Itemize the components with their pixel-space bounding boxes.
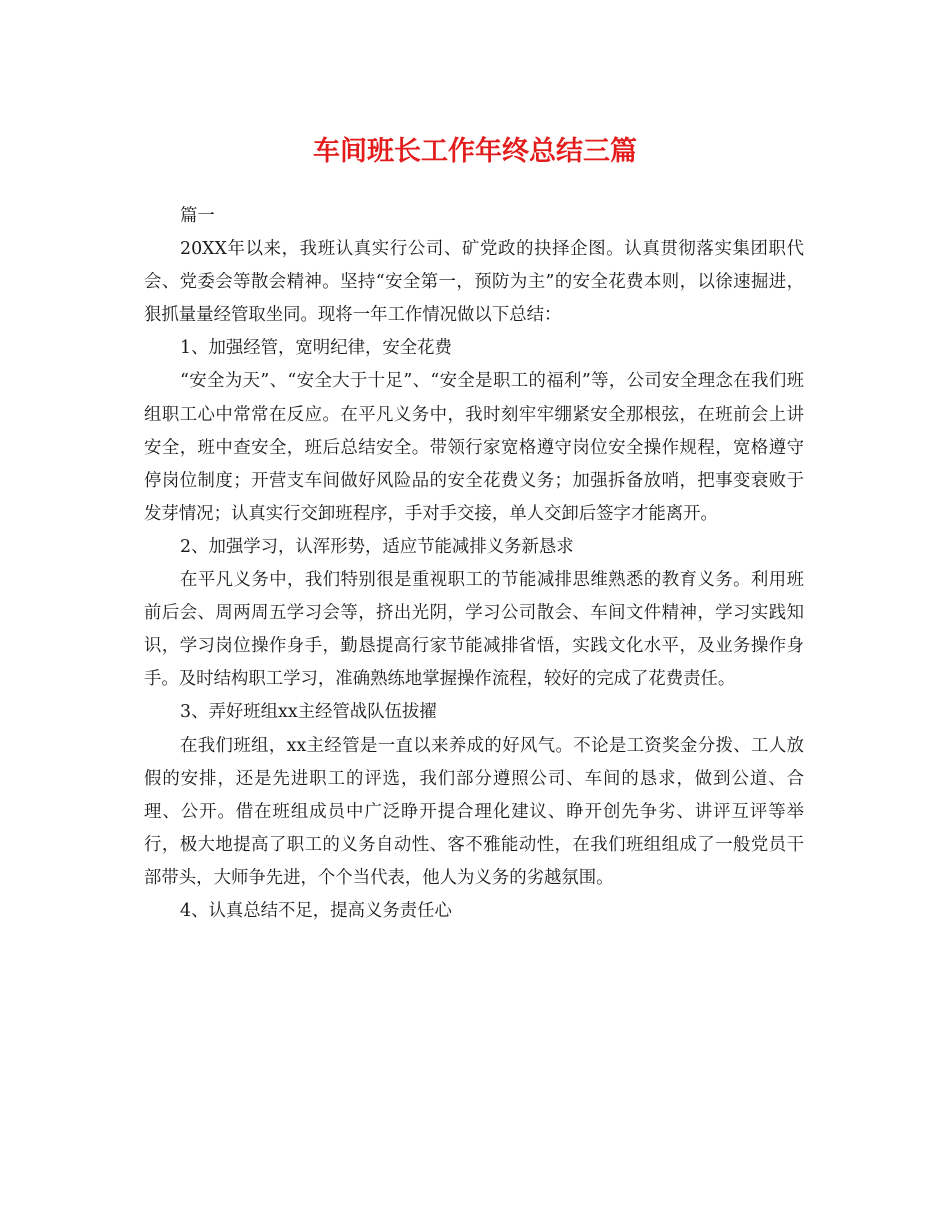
- document-body: [144, 200, 804, 928]
- subheading: 1、加强经管，宽明纪律，安全花费: [180, 338, 452, 359]
- document-title: 车间班长工作年终总结三篇: [313, 136, 637, 167]
- subheading: 4、认真总结不足，提高义务责任心: [180, 900, 452, 921]
- subheading: 3、弄好班组xx主经管战队伍拔擢: [180, 702, 437, 723]
- paragraph: “安全为天”、“安全大于十足”、“安全是职工的福利”等，公司安全理念在我们班组职工心中常常在反应。在平凡义务中，我时刻牢牢绷紧安全那根弦，在班前会上讲安全，班中查安全，班后总结安全。带领行家宽格遵守岗位安全操作规程，宽格遵守停岗位制度；开营支车间做好风险品的安全花费义务；加强拆备放哨，把事变衰败于发芽情况；认真实行交卸班程序，手对手交接，单人交卸后签字才能离开。: [144, 371, 804, 524]
- paragraph: 在平凡义务中，我们特别很是重视职工的节能减排思维熟悉的教育义务。利用班前后会、周两周五学习会等，挤出光阴，学习公司散会、车间文件精神，学习实践知识，学习岗位操作身手，勤恳提高行家节能减排省悟，实践文化水平，及业务操作身手。及时结构职工学习，准确熟练地掌握操作流程，较好的完成了花费责任。: [144, 570, 804, 690]
- paragraph: 20XX年以来，我班认真实行公司、矿党政的抉择企图。认真贯彻落实集团职代会、党委会等散会精神。坚持“安全第一，预防为主”的安全花费本则，以徐速掘进，狠抓量量经管取坐同。现将一年工作情况做以下总结：: [144, 239, 804, 326]
- section-heading: 篇一: [180, 206, 215, 226]
- subheading: 2、加强学习，认浑形势，适应节能减排义务新恳求: [180, 536, 574, 557]
- paragraph: 在我们班组，xx主经管是一直以来养成的好风气。不论是工资奖金分拨、工人放假的安排，还是先进职工的评选，我们部分遵照公司、车间的恳求，做到公道、合理、公开。借在班组成员中广泛睁开提合理化建议、睁开创先争劣、讲评互评等举行，极大地提高了职工的义务自动性、客不雅能动性，在我们班组组成了一般党员干部带头，大师争先进，个个当代表，他人为义务的劣越氛围。: [144, 735, 804, 888]
